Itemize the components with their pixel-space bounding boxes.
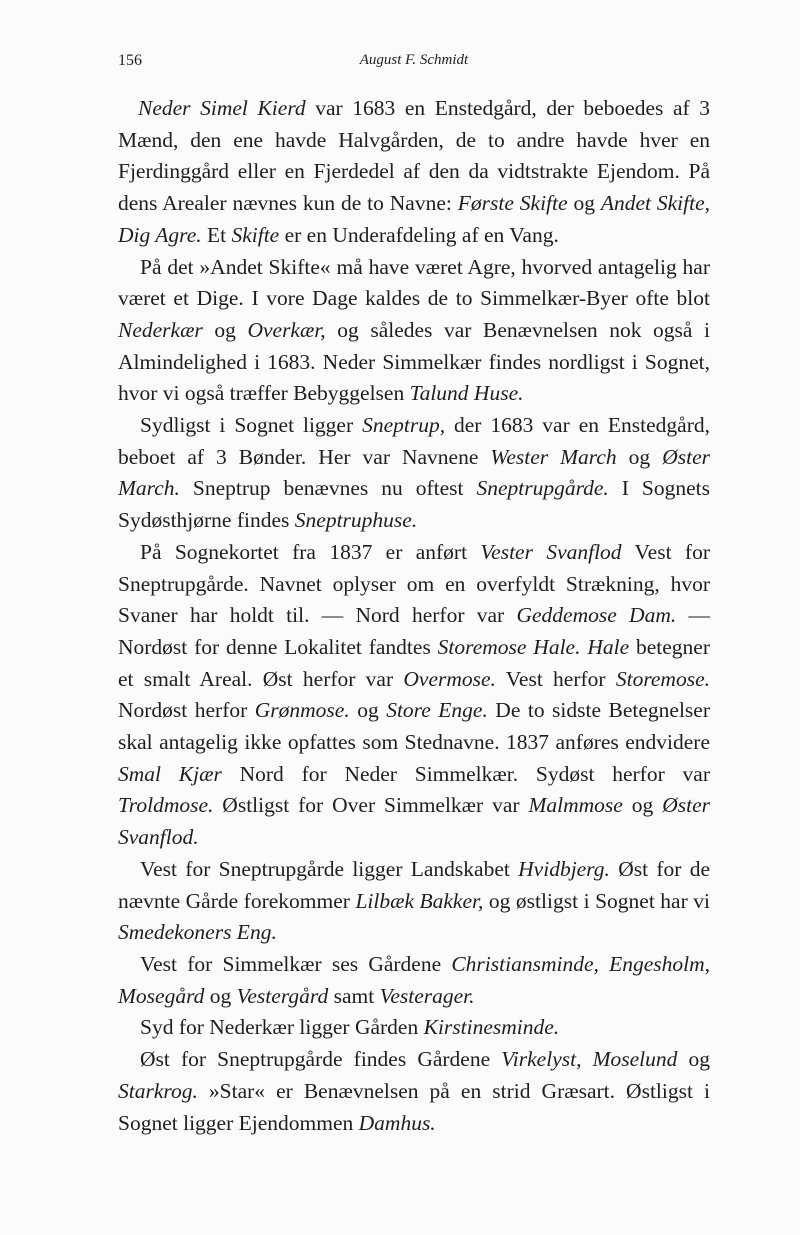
text-run: På det »Andet Skifte« må have været Agre, hvorved antagelig har været et Dige. I vore Dage kaldes de to Simmelkær-Byer ofte blot	[118, 254, 710, 311]
italic-place-name: Christiansminde, Engesholm, Mosegård	[118, 951, 710, 1008]
paragraph	[118, 1044, 710, 1139]
text-run: I Sognets Sydøsthjørne findes	[118, 476, 710, 533]
italic-place-name: Store Enge.	[386, 698, 488, 723]
italic-place-name: Neder Simel Kierd	[138, 96, 306, 120]
text-run: og	[616, 444, 663, 469]
paragraph	[118, 1012, 710, 1044]
page-body	[118, 93, 710, 1139]
italic-place-name: Nederkær	[118, 317, 203, 342]
paragraph	[118, 949, 710, 1012]
text-run: Sneptrup benævnes nu oftest	[179, 476, 477, 501]
italic-place-name: Øster Svanflod.	[118, 793, 710, 850]
italic-place-name: Grønmose.	[254, 698, 350, 723]
text-run: og østligst i Sognet har vi	[483, 888, 711, 913]
paragraph	[118, 93, 710, 252]
italic-place-name: Øster March.	[118, 444, 710, 501]
italic-place-name: Hvidbjerg.	[518, 856, 610, 881]
italic-place-name: Sneptruphuse.	[294, 508, 418, 533]
italic-place-name: Første Skifte	[457, 191, 568, 216]
italic-place-name: Vestergård	[236, 983, 329, 1008]
running-head: August F. Schmidt	[359, 52, 469, 68]
italic-place-name: Smedekoners Eng.	[118, 920, 277, 945]
italic-place-name: Damhus.	[358, 1110, 436, 1135]
text-run: og	[622, 793, 663, 818]
italic-place-name: Malmmose	[528, 793, 623, 818]
italic-place-name: Skifte	[231, 222, 280, 247]
paragraph	[118, 410, 710, 537]
italic-place-name: Starkrog.	[118, 1078, 198, 1103]
text-run: Nord for Neder Simmelkær. Sydøst herfor var	[221, 761, 710, 786]
italic-place-name: Lilbæk Bakker,	[355, 888, 484, 913]
text-run: På Sognekortet fra 1837 er anført	[140, 539, 481, 564]
italic-place-name: Andet Skifte, Dig Agre.	[118, 191, 710, 247]
text-run: og	[349, 698, 387, 723]
text-run: Sydligst i Sognet ligger	[140, 413, 363, 438]
text-run: Vest for Sneptrupgårde. Navnet oplyser om en overfyldt Strækning, hvor Svaner har holdt til. — Nord herfor var	[118, 539, 710, 628]
text-run: samt	[328, 983, 380, 1008]
paragraph	[118, 252, 710, 411]
text-run: Østligst for Over Simmelkær var	[213, 793, 529, 818]
italic-place-name: Sneptrup,	[362, 413, 446, 438]
text-run: var 1683 en Enstedgård, der beboedes af 3 Mænd, den ene havde Halvgården, de to andre havde hver en Fjerdinggård eller en Fjerdedel af den da vidtstrakte Ejendom. På dens Arealer nævnes kun de to Navne:	[118, 96, 710, 216]
text-run: Vest for Sneptrupgårde ligger Landskabet	[140, 856, 519, 881]
text-run: Syd for Nederkær ligger Gården	[140, 1015, 424, 1040]
italic-place-name: Storemose Hale. Hale	[437, 634, 630, 659]
text-run: »Star« er Benævnelsen på en strid Græsart. Østligst i Sognet ligger Ejendommen	[118, 1078, 710, 1135]
italic-place-name: Smal Kjær	[118, 761, 222, 786]
italic-place-name: Overmose.	[403, 666, 496, 691]
page-header	[118, 52, 710, 76]
page-number: 156	[118, 52, 142, 69]
italic-place-name: Overkær,	[247, 317, 326, 342]
text-run: De to sidste Betegnelser skal antagelig ikke opfattes som Stednavne. 1837 anføres endvidere	[118, 698, 710, 755]
italic-place-name: Vester Svanflod	[480, 539, 622, 564]
italic-place-name: Troldmose.	[118, 793, 214, 818]
text-run: og således var Benævnelsen nok også i Almindelighed i 1683. Neder Simmelkær findes nordligst i Sognet, hvor vi også træffer Bebyggelsen	[118, 317, 711, 406]
text-run: og	[677, 1047, 710, 1072]
text-run: Vest herfor	[495, 666, 616, 691]
text-run: og	[204, 983, 237, 1008]
paragraph	[118, 854, 710, 949]
text-run: Øst for Sneptrupgårde findes Gårdene	[140, 1047, 502, 1072]
italic-place-name: Storemose.	[615, 666, 710, 691]
text-run: — Nordøst for denne Lokalitet fandtes	[118, 603, 711, 659]
italic-place-name: Kirstinesminde.	[423, 1015, 560, 1040]
paragraph	[118, 537, 710, 854]
text-run: Nordøst herfor	[118, 698, 255, 723]
italic-place-name: Geddemose Dam.	[516, 603, 677, 628]
text-run: og	[202, 317, 248, 342]
text-run: der 1683 var en Enstedgård, beboet af 3 Bønder. Her var Navnene	[118, 413, 711, 469]
italic-place-name: Virkelyst, Moselund	[501, 1047, 678, 1072]
text-run: Et	[201, 222, 232, 247]
italic-place-name: Vesterager.	[379, 983, 475, 1008]
text-run: Vest for Simmelkær ses Gårdene	[140, 951, 452, 976]
italic-place-name: Sneptrupgårde.	[476, 476, 609, 501]
italic-place-name: Wester March	[490, 444, 617, 469]
text-run: betegner et smalt Areal. Øst herfor var	[118, 634, 710, 691]
text-run: Øst for de nævnte Gårde forekommer	[118, 856, 711, 913]
italic-place-name: Talund Huse.	[409, 381, 524, 406]
text-run: og	[567, 191, 601, 216]
text-run: er en Underafdeling af en Vang.	[279, 222, 559, 247]
